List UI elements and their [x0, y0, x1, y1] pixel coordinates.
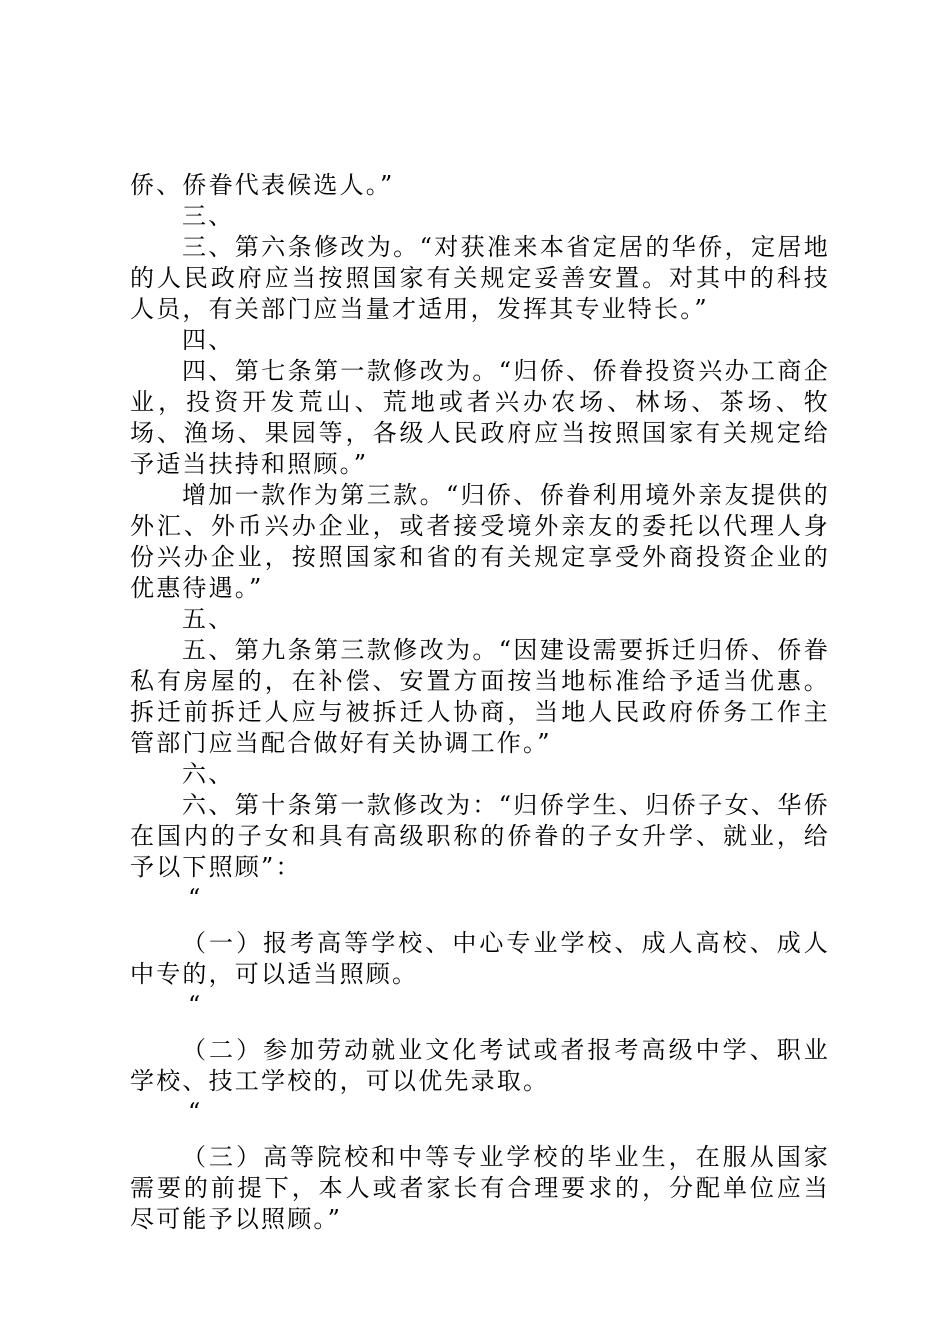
document-paragraph: “: [188, 884, 203, 912]
document-paragraph: （一）报考高等学校、中心专业学校、成人高校、成人中专的，可以适当照顾。: [130, 929, 830, 988]
document-paragraph: 侨、侨眷代表候选人。”: [130, 171, 395, 199]
document-paragraph: （二）参加劳动就业文化考试或者报考高级中学、职业学校、技工学校的，可以优先录取。: [130, 1036, 830, 1095]
document-paragraph: “: [188, 1098, 203, 1126]
document-paragraph: 四、第七条第一款修改为。“归侨、侨眷投资兴办工商企业，投资开发荒山、荒地或者兴办农场、林场、茶场、牧场、渔场、果园等，各级人民政府应当按照国家有关规定给予适当扶持和照顾。”: [130, 357, 830, 478]
document-paragraph: 五、第九条第三款修改为。“因建设需要拆迁归侨、侨眷私有房屋的，在补偿、安置方面按当地标准给予适当优惠。拆迁前拆迁人应与被拆迁人协商，当地人民政府侨务工作主管部门应当配合做好有关协调工作。”: [130, 636, 830, 757]
document-paragraph: “: [188, 991, 203, 1019]
document-body: [130, 170, 830, 1235]
document-paragraph: 三、: [182, 202, 235, 230]
document-paragraph: 增加一款作为第三款。“归侨、侨眷利用境外亲友提供的外汇、外币兴办企业，或者接受境外亲友的委托以代理人身份兴办企业，按照国家和省的有关规定享受外商投资企业的优惠待遇。”: [130, 481, 830, 602]
document-paragraph: （三）高等院校和中等专业学校的毕业生，在服从国家需要的前提下，本人或者家长有合理要求的，分配单位应当尽可能予以照顾。”: [130, 1143, 830, 1233]
document-paragraph: 六、第十条第一款修改为：“归侨学生、归侨子女、华侨在国内的子女和具有高级职称的侨眷的子女升学、就业，给予以下照顾”：: [130, 791, 830, 881]
document-paragraph: 三、第六条修改为。“对获准来本省定居的华侨，定居地的人民政府应当按照国家有关规定妥善安置。对其中的科技人员，有关部门应当量才适用，发挥其专业特长。”: [130, 233, 830, 323]
document-paragraph: 六、: [182, 760, 235, 788]
document-paragraph: 五、: [182, 605, 235, 633]
document-paragraph: 四、: [182, 326, 235, 354]
